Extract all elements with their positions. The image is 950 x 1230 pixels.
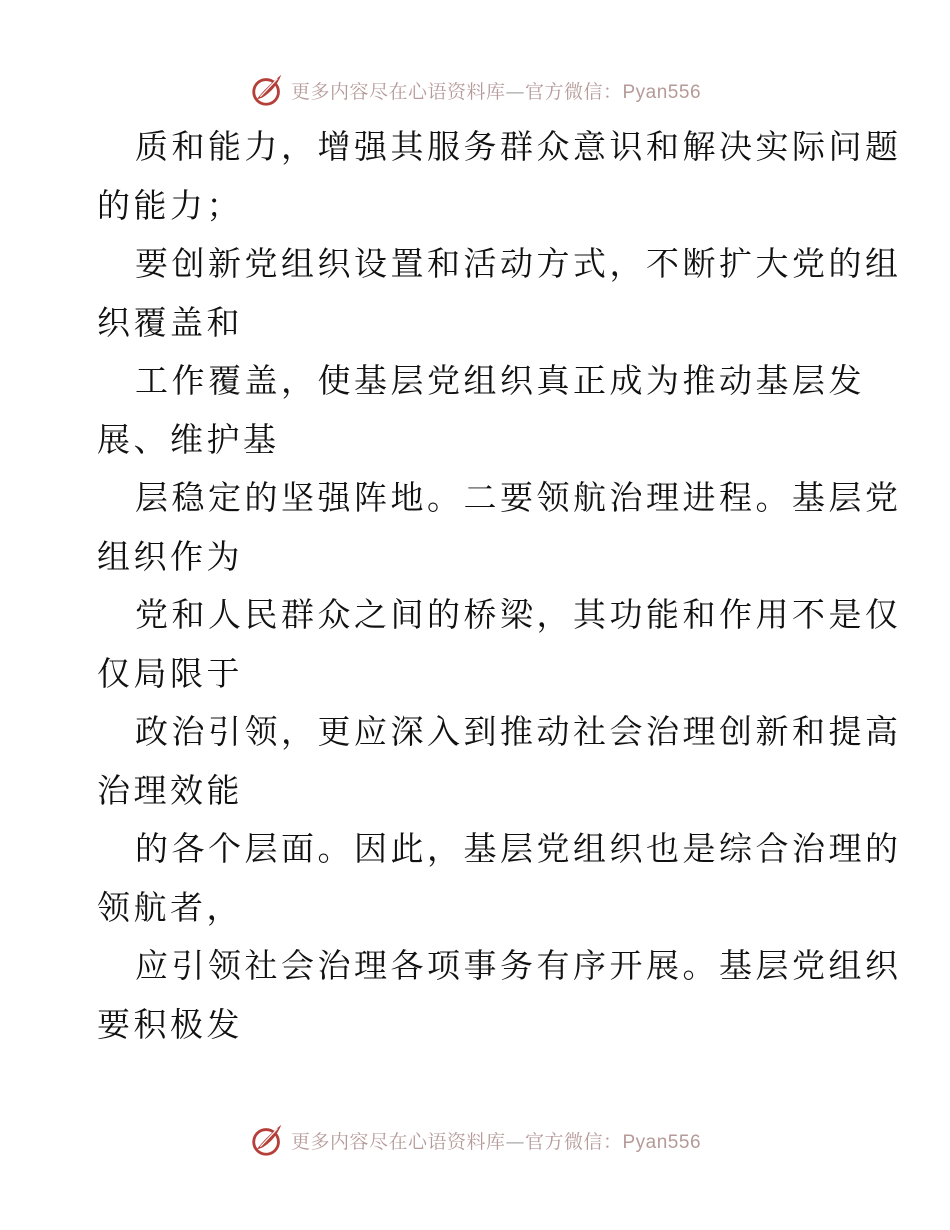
watermark-separator: — <box>505 80 525 103</box>
text-line: 治理效能 <box>97 770 243 810</box>
wechat-label: 官方微信： <box>524 80 623 103</box>
text-line: 展、维护基 <box>97 419 280 459</box>
text-line: 织覆盖和 <box>97 302 243 342</box>
text-line: 仅局限于 <box>97 653 243 693</box>
watermark-footer <box>0 1120 950 1160</box>
text-line: 政治引领，更应深入到推动社会治理创新和提高 <box>135 712 902 751</box>
wechat-id: Pyan556 <box>622 81 702 103</box>
wechat-id: Pyan556 <box>622 1131 702 1153</box>
text-line: 组织作为 <box>97 536 243 576</box>
watermark-separator: — <box>505 1130 525 1153</box>
watermark-text: 更多内容尽在心语资料库 <box>290 1130 506 1153</box>
text-line: 的能力； <box>97 185 243 225</box>
watermark-header <box>0 70 950 110</box>
text-line: 领航者， <box>97 887 243 927</box>
text-line: 的各个层面。因此，基层党组织也是综合治理的 <box>135 829 902 868</box>
wechat-label: 官方微信： <box>524 1130 623 1153</box>
quill-logo-icon <box>249 1121 287 1159</box>
text-line: 应引领社会治理各项事务有序开展。基层党组织 <box>135 946 902 985</box>
text-line: 工作覆盖，使基层党组织真正成为推动基层发 <box>135 361 865 400</box>
document-body <box>97 118 902 1054</box>
text-line: 要创新党组织设置和活动方式，不断扩大党的组 <box>135 244 902 283</box>
text-line: 质和能力，增强其服务群众意识和解决实际问题 <box>135 127 902 166</box>
text-line: 党和人民群众之间的桥梁，其功能和作用不是仅 <box>135 595 902 634</box>
text-line: 层稳定的坚强阵地。二要领航治理进程。基层党 <box>135 478 902 517</box>
quill-logo-icon <box>249 71 287 109</box>
watermark-text: 更多内容尽在心语资料库 <box>290 80 506 103</box>
text-line: 要积极发 <box>97 1004 243 1044</box>
